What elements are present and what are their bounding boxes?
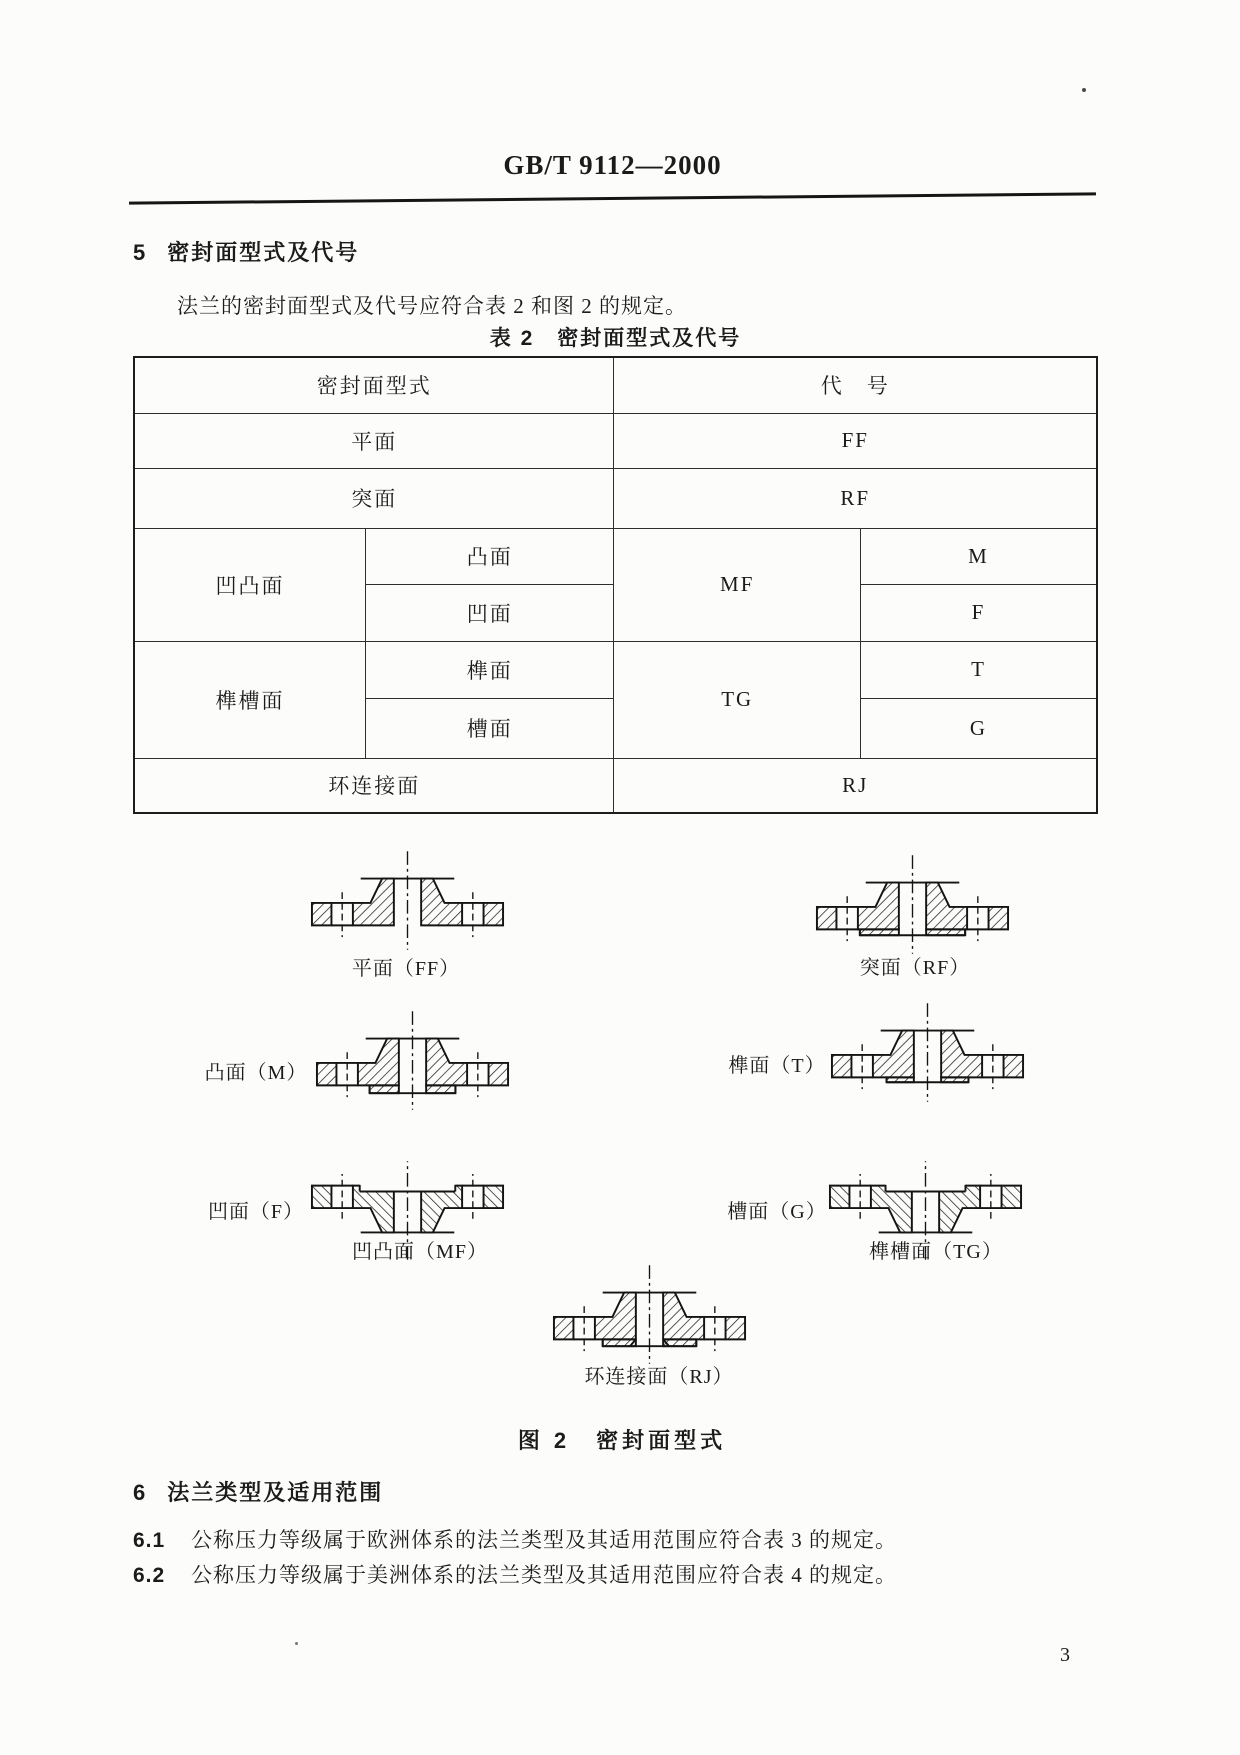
page-number: 3 — [1060, 1644, 1070, 1666]
cell-m-type: 凸面 — [366, 528, 614, 584]
table-row — [134, 468, 1097, 528]
clause-6-2-text: 公称压力等级属于美洲体系的法兰类型及其适用范围应符合表 4 的规定。 — [191, 1563, 897, 1587]
clause-6-1 — [133, 1524, 897, 1554]
cell-t-type: 榫面 — [366, 641, 614, 698]
header-rule — [129, 192, 1096, 204]
figure-label-tg: 榫槽面（TG） — [869, 1241, 1003, 1263]
flange-diagram-m — [315, 1008, 510, 1113]
flange-diagram-rj — [552, 1262, 747, 1367]
clause-6-2 — [133, 1559, 897, 1589]
flange-diagram-t — [830, 1000, 1025, 1105]
section-5-number: 5 — [133, 240, 146, 265]
figure-label-ff: 平面（FF） — [351, 958, 461, 980]
cell-flat-type: 平面 — [134, 413, 614, 468]
section-6-title: 法兰类型及适用范围 — [167, 1480, 384, 1505]
cell-flat-code: FF — [614, 413, 1097, 468]
cell-f-code: F — [860, 584, 1097, 641]
standard-code-title: GB/T 9112—2000 — [503, 150, 722, 180]
scan-artifact-dot — [295, 1642, 298, 1645]
cell-mf-code: MF — [614, 528, 861, 641]
cell-tg-type: 榫槽面 — [134, 641, 366, 758]
flange-diagram-rf — [815, 852, 1010, 957]
section-5-title: 密封面型式及代号 — [167, 240, 360, 265]
table-2-caption: 表 2 密封面型式及代号 — [489, 327, 742, 350]
figure-2-caption: 图 2 密封面型式 — [517, 1428, 727, 1453]
clause-6-2-number: 6.2 — [133, 1564, 166, 1587]
figure-label-rj: 环连接面（RJ） — [584, 1366, 734, 1388]
table-header-code: 代 号 — [614, 357, 1097, 413]
table-row — [134, 641, 1097, 698]
figure-label-t: 榫面（T） — [728, 1055, 826, 1077]
clause-6-1-number: 6.1 — [133, 1529, 166, 1552]
cell-f-type: 凹面 — [366, 584, 614, 641]
section-6-number: 6 — [133, 1480, 146, 1505]
cell-m-code: M — [860, 528, 1097, 584]
cell-t-code: T — [860, 641, 1097, 698]
cell-raised-code: RF — [614, 468, 1097, 528]
table-header-type: 密封面型式 — [134, 357, 614, 413]
figure-label-m: 凸面（M） — [204, 1062, 308, 1084]
table-row — [134, 357, 1097, 413]
table-2 — [133, 356, 1098, 814]
flange-diagram-ff — [310, 848, 505, 953]
table-row — [134, 528, 1097, 584]
section-5-heading — [133, 236, 359, 267]
table-row — [134, 758, 1097, 813]
cell-tg-code: TG — [614, 641, 861, 758]
figure-label-rf: 突面（RF） — [859, 957, 971, 979]
cell-mf-type: 凹凸面 — [134, 528, 366, 641]
section-6-heading — [133, 1476, 383, 1507]
table-row — [134, 413, 1097, 468]
scan-artifact-dot — [1082, 88, 1086, 92]
cell-ring-type: 环连接面 — [134, 758, 614, 813]
figure-label-mf: 凹凸面（MF） — [352, 1241, 488, 1263]
cell-ring-code: RJ — [614, 758, 1097, 813]
cell-g-type: 槽面 — [366, 698, 614, 758]
figure-label-g: 槽面（G） — [727, 1201, 827, 1223]
section-5-intro: 法兰的密封面型式及代号应符合表 2 和图 2 的规定。 — [177, 294, 687, 318]
cell-raised-type: 突面 — [134, 468, 614, 528]
clause-6-1-text: 公称压力等级属于欧洲体系的法兰类型及其适用范围应符合表 3 的规定。 — [191, 1528, 897, 1552]
cell-g-code: G — [860, 698, 1097, 758]
figure-label-f: 凹面（F） — [207, 1201, 305, 1223]
